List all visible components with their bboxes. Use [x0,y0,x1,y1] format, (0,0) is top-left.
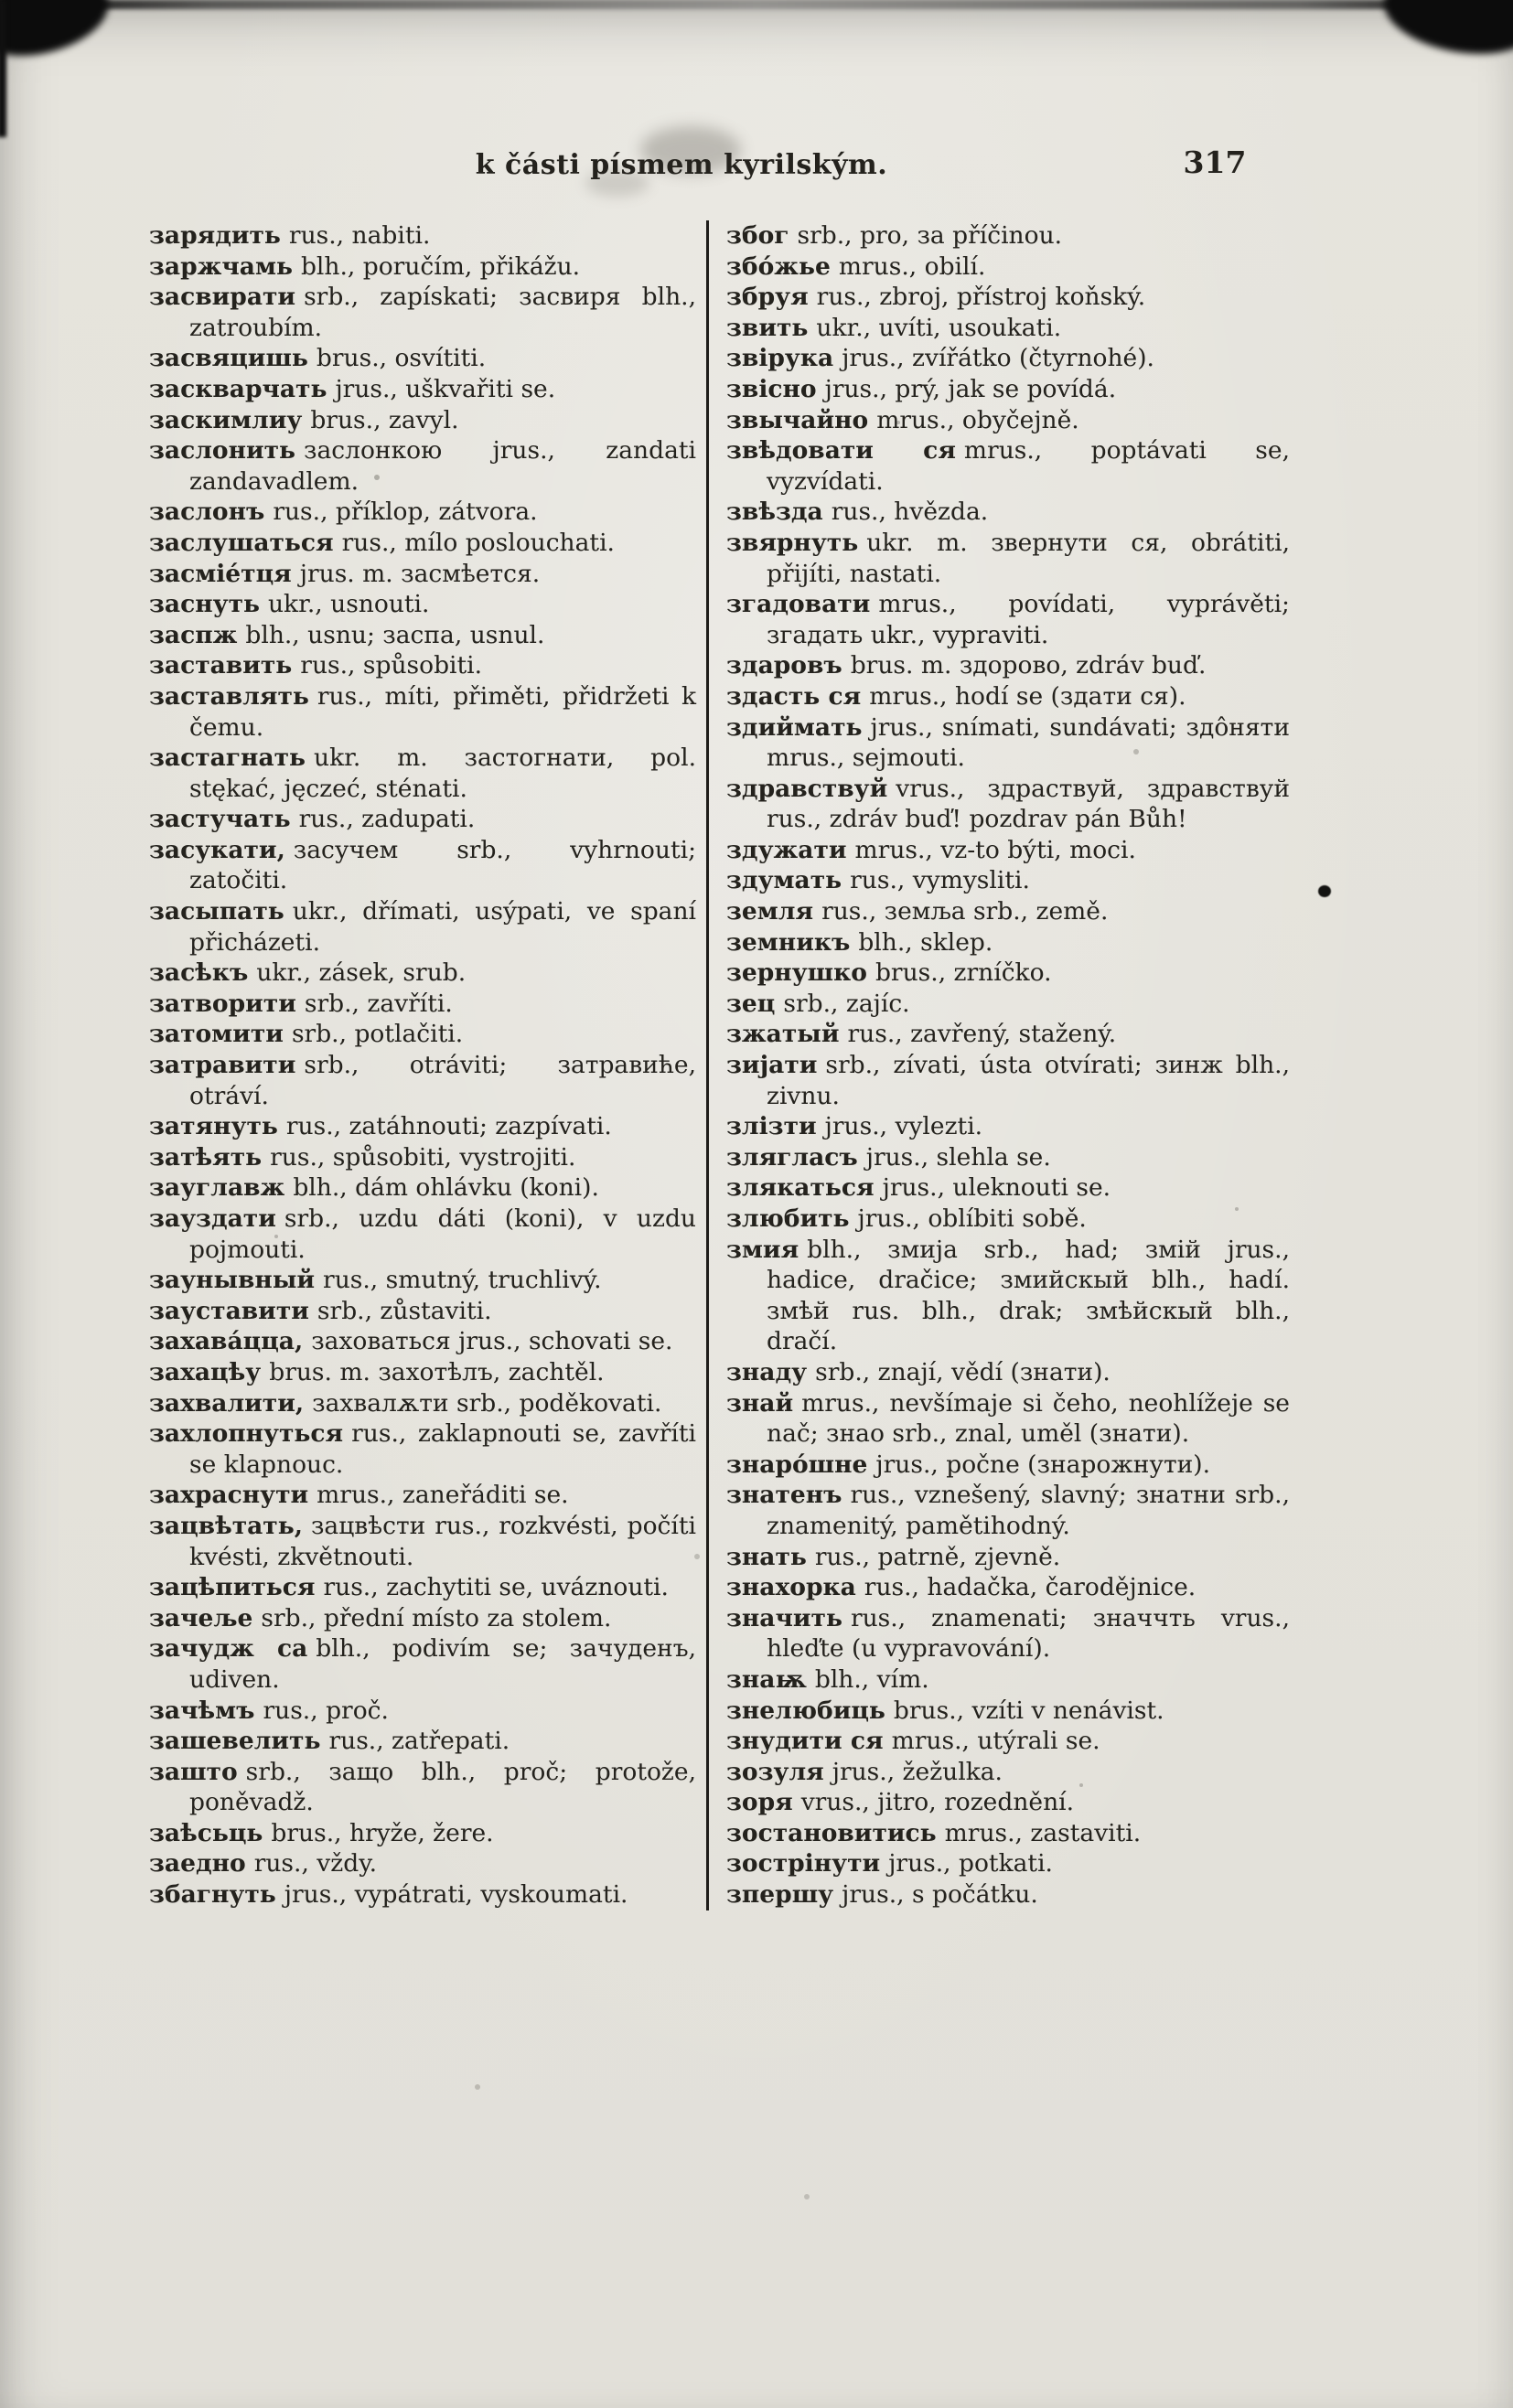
dictionary-entry [149,405,696,436]
dictionary-entry [726,1357,1290,1388]
dictionary-entry [149,1633,696,1695]
dictionary-entry [149,804,696,835]
dictionary-entry [149,1572,696,1603]
entry-headword: звычайно [726,405,869,434]
dictionary-entry [726,835,1290,866]
entry-definition: srb., zívati, ústa otvírati; зинж blh., zivnu. [767,1051,1290,1110]
dictionary-entry [149,282,696,343]
entry-headword: засмiéтця [149,559,292,588]
dictionary-entry [149,1204,696,1265]
right-column [726,220,1290,1910]
entry-headword: знаѭ [726,1664,807,1694]
entry-headword: због [726,221,789,250]
dictionary-entry [149,896,696,958]
entry-headword: застагнать [149,744,306,773]
dictionary-entry [149,1696,696,1727]
entry-definition: jrus., zvířátko (čtyrnohé). [842,344,1154,373]
dictionary-entry [149,1726,696,1757]
entry-definition: ukr., dřímati, usýpati, ve spaní přicházeti. [189,897,696,957]
entry-definition: rus., spůsobiti, vystrojiti. [270,1142,576,1172]
entry-definition: mrus., poptávati se, vyzvídati. [767,436,1290,496]
entry-headword: знаду [726,1357,808,1386]
entry-headword: заскимлиу [149,405,303,434]
entry-headword: зацвѣтать, [149,1511,303,1540]
entry-headword: злякаться [726,1173,875,1203]
entry-headword: звѣзда [726,498,823,527]
dictionary-entry [149,497,696,528]
dictionary-entry [726,252,1290,283]
dictionary-entry [726,1542,1290,1573]
entry-headword: засѣкъ [149,958,249,988]
dictionary-entry [726,1726,1290,1757]
scan-artifact-top-edge [0,0,1513,9]
dictionary-entry [726,1450,1290,1481]
entry-headword: збруя [726,283,809,312]
entry-headword: звить [726,313,809,342]
dictionary-entry [149,1019,696,1050]
entry-headword: засвяцишь [149,344,308,373]
entry-definition: blh., podivím se; зачуденъ, udiven. [189,1634,696,1694]
dictionary-entry [149,620,696,651]
dictionary-entry [726,1879,1290,1910]
entry-headword: засукати, [149,835,285,864]
entry-definition: rus., proč. [263,1696,389,1725]
dictionary-entry [726,1142,1290,1173]
entry-headword: зауглавж [149,1173,285,1203]
entry-definition: заховаться jrus., schovati se. [311,1327,673,1356]
entry-headword: захлопнуться [149,1419,344,1449]
dictionary-entry [149,1326,696,1357]
entry-headword: заставлять [149,681,309,711]
entry-definition: mrus., nevšímaje si čeho, neohlížeje se nač; знао srb., znal, uměl (знати). [767,1388,1290,1449]
dictionary-entry [149,1603,696,1634]
dictionary-entry [726,1572,1290,1603]
dictionary-entry [149,681,696,743]
dictionary-entry [726,958,1290,989]
dictionary-entry [149,743,696,804]
dictionary-columns [149,220,1291,1910]
entry-headword: звѣдовати ся [726,436,956,466]
entry-definition: srb., potlačiti. [291,1020,464,1049]
entry-definition: vrus., здраствуй, здравствуй rus., zdráv buď! pozdrav pán Bůh! [767,774,1290,834]
entry-headword: затѣять [149,1142,263,1172]
dictionary-entry [726,1603,1290,1664]
entry-headword: здужати [726,835,847,864]
entry-definition: blh., usnu; заспа, usnul. [245,620,545,649]
page-number: 317 [1183,144,1247,180]
dictionary-entry [149,1480,696,1511]
dictionary-entry [726,650,1290,681]
entry-definition: rus., mílo poslouchati. [341,528,615,557]
entry-headword: зијати [726,1051,818,1080]
entry-headword: заржчамь [149,252,293,281]
scan-artifact-ink-dot [1318,885,1331,897]
entry-headword: зарядить [149,221,281,250]
entry-headword: затомити [149,1020,284,1049]
entry-definition: vrus., jitro, rozednění. [800,1788,1075,1817]
entry-headword: здумать [726,866,842,895]
entry-definition: rus., hadačka, čarodějnice. [864,1573,1196,1602]
dictionary-entry [726,712,1290,774]
dictionary-entry [726,1388,1290,1450]
entry-headword: здаровъ [726,651,842,680]
dictionary-entry [149,220,696,252]
entry-headword: засыпать [149,897,284,926]
entry-headword: здравствуй [726,774,888,803]
entry-definition: ukr. m. застогнати, pol. stękać, jęczeć, sténati. [189,744,696,803]
entry-headword: зозуля [726,1757,824,1786]
entry-definition: ukr., usnouti. [267,590,430,619]
entry-definition: rus., zatřepati. [328,1727,510,1756]
dictionary-entry [149,1511,696,1572]
dictionary-entry [149,343,696,374]
dictionary-entry [726,1696,1290,1727]
entry-definition: rus., spůsobiti. [300,651,483,680]
dictionary-entry [726,1111,1290,1142]
entry-headword: зернушко [726,958,867,988]
entry-definition: srb., защо blh., proč; protože, poněvadž. [189,1757,696,1817]
entry-definition: srb., pro, за příčinou. [797,221,1063,250]
entry-definition: brus. m. здорово, zdráv buď. [850,651,1207,680]
entry-headword: засвирати [149,283,296,312]
entry-headword: знелюбиць [726,1696,885,1725]
dictionary-entry [726,528,1290,589]
entry-definition: rus., vždy. [253,1849,378,1878]
entry-definition: rus., hvězda. [831,498,989,527]
entry-headword: захацѣу [149,1357,262,1386]
dictionary-entry [149,1265,696,1296]
entry-headword: знарóшне [726,1450,868,1479]
entry-definition: brus., zrníčko. [875,958,1052,988]
dictionary-entry [149,958,696,989]
dictionary-entry [726,681,1290,712]
dictionary-entry [149,1848,696,1879]
entry-definition: blh., dám ohlávku (koni). [293,1173,599,1203]
entry-headword: згадовати [726,590,871,619]
dictionary-entry [726,405,1290,436]
entry-headword: зауздати [149,1204,276,1233]
entry-definition: rus., znamenati; значчть vrus., hleďte (u vypravování). [767,1603,1290,1664]
entry-headword: зашто [149,1757,238,1786]
dictionary-entry [149,559,696,590]
entry-headword: заунывный [149,1266,316,1295]
entry-definition: srb., otráviti; затравиће, otráví. [189,1051,696,1110]
entry-headword: знатенъ [726,1481,842,1510]
entry-definition: rus., zatáhnouti; zazpívati. [285,1112,612,1141]
entry-headword: зачеље [149,1603,253,1632]
entry-definition: mrus., obyčejně. [876,405,1079,434]
entry-headword: здиймать [726,712,863,742]
entry-definition: mrus., hodí se (здати ся). [869,681,1186,711]
entry-definition: jrus., s počátku. [842,1880,1038,1910]
entry-definition: rus., vymysliti. [850,866,1030,895]
dictionary-entry [726,927,1290,958]
entry-headword: здасть ся [726,681,862,711]
entry-headword: зпершу [726,1880,834,1910]
dictionary-entry [149,1418,696,1480]
entry-definition: mrus., zastaviti. [944,1818,1142,1847]
entry-headword: земникъ [726,927,851,957]
entry-headword: змия [726,1235,799,1264]
scan-artifact-left-edge [0,0,6,137]
entry-headword: збагнуть [149,1880,276,1910]
dictionary-entry [149,835,696,896]
entry-definition: mrus., utýrali se. [891,1727,1100,1756]
entry-headword: заскварчать [149,374,327,403]
entry-definition: jrus., potkati. [888,1849,1053,1878]
entry-headword: знахорка [726,1573,856,1602]
entry-headword: заслонъ [149,498,265,527]
dictionary-entry [726,1019,1290,1050]
dictionary-entry [726,435,1290,497]
entry-definition: зацвѣсти rus., rozkvésti, počíti kvésti, zkvětnouti. [189,1511,696,1571]
dictionary-entry [149,1296,696,1327]
entry-definition: jrus., počne (знарожнути). [875,1450,1211,1479]
dictionary-entry [726,865,1290,896]
entry-headword: заслушаться [149,528,334,557]
entry-definition: rus., zaklapnouti se, zavříti se klapnouc. [189,1419,696,1479]
entry-definition: srb., uzdu dáti (koni), v uzdu pojmouti. [189,1204,696,1264]
entry-headword: знать [726,1542,807,1571]
entry-definition: mrus., obilí. [838,252,986,281]
entry-definition: захвалѫти srb., poděkovati. [312,1388,662,1418]
entry-headword: заснуть [149,590,260,619]
entry-definition: jrus., prý, jak se povídá. [824,374,1117,403]
entry-definition: srb., zajíc. [783,989,910,1018]
dictionary-entry [149,528,696,559]
entry-definition: brus., vzíti v nenávist. [893,1696,1164,1725]
entry-headword: застучать [149,805,291,834]
entry-definition: jrus., vypátrati, vyskoumati. [284,1880,628,1910]
column-divider-rule [706,220,709,1910]
entry-definition: jrus., slehla se. [865,1142,1051,1172]
entry-headword: зачудж са [149,1634,308,1664]
dictionary-entry [149,1879,696,1910]
entry-definition: rus., nabiti. [288,221,431,250]
entry-definition: brus. m. захотѣлъ, zachtěl. [269,1357,605,1386]
entry-definition: brus., zavyl. [310,405,459,434]
entry-definition: jrus., vylezti. [824,1112,983,1141]
dictionary-entry [726,1818,1290,1849]
entry-definition: srb., přední místo za stolem. [261,1603,612,1632]
entry-definition: rus., zavřený, stažený. [847,1020,1117,1049]
dictionary-entry [149,1818,696,1849]
dictionary-entry [726,1050,1290,1111]
entry-definition: rus., zbroj, přístroj koňský. [816,283,1146,312]
entry-definition: jrus., uleknouti se. [882,1173,1111,1203]
entry-definition: srb., zapískati; засвиря blh., zatroubím. [189,283,696,342]
entry-definition: ukr. m. звернути ся, obrátiti, přijíti, nastati. [767,528,1290,588]
dictionary-entry [149,1050,696,1111]
dictionary-entry [726,1787,1290,1818]
entry-headword: заѣсьць [149,1818,263,1847]
entry-definition: blh., poručím, přikážu. [300,252,581,281]
scan-artifact-speckles [0,0,4,4]
entry-definition: mrus., zaneřáditi se. [317,1481,569,1510]
dictionary-entry [726,1480,1290,1541]
entry-headword: зауставити [149,1296,309,1325]
entry-definition: blh., vím. [814,1664,929,1694]
dictionary-entry [726,1172,1290,1204]
entry-headword: зацѣпиться [149,1573,316,1602]
entry-definition: ukr., zásek, srub. [256,958,467,988]
entry-headword: звірука [726,344,834,373]
entry-definition: rus., patrně, zjevně. [814,1542,1061,1571]
dictionary-entry [726,220,1290,252]
entry-definition: rus., zachytiti se, uváznouti. [323,1573,669,1602]
entry-headword: звісно [726,374,817,403]
entry-headword: захвалити, [149,1388,305,1418]
dictionary-entry [726,1757,1290,1788]
entry-headword: захраснути [149,1481,309,1510]
entry-definition: засучем srb., vyhrnouti; zatočiti. [189,835,696,895]
page-header-title: k části písmem kyrilským. [475,149,888,181]
entry-headword: зоря [726,1788,793,1817]
dictionary-entry [149,1388,696,1419]
entry-headword: заедно [149,1849,246,1878]
entry-definition: rus., příklop, zátvora. [273,498,538,527]
entry-definition: jrus., oblíbiti sobě. [857,1204,1087,1233]
entry-headword: збóжье [726,252,831,281]
entry-definition: brus., hryže, žere. [271,1818,494,1847]
entry-definition: mrus., povídati, vyprávěti; згадать ukr., vypraviti. [767,590,1290,649]
entry-headword: значить [726,1603,842,1632]
entry-definition: rus., míti, přiměti, přidržeti k čemu. [189,681,696,742]
entry-definition: rus., smutný, truchlivý. [323,1266,602,1295]
dictionary-entry [726,313,1290,344]
entry-definition: mrus., vz-to býti, moci. [854,835,1136,864]
entry-definition: jrus., uškvařiti se. [335,374,556,403]
dictionary-entry [149,1757,696,1818]
dictionary-entry [726,282,1290,313]
entry-headword: зжатый [726,1020,840,1049]
dictionary-entry [149,589,696,620]
entry-headword: злягласъ [726,1142,858,1172]
dictionary-entry [149,374,696,405]
entry-definition: jrus. m. засмѣется. [299,559,541,588]
dictionary-entry [726,1235,1290,1357]
entry-definition: rus., vznešený, slavný; знатни srb., znamenitý, pamětihodný. [767,1481,1290,1540]
entry-definition: jrus., snímati, sundávati; здôняти mrus., sejmouti. [767,712,1290,773]
entry-definition: jrus., žežulka. [832,1757,1003,1786]
entry-headword: заслонить [149,436,296,466]
entry-definition: заслонкою jrus., zandati zandavadlem. [189,436,696,496]
dictionary-entry [149,989,696,1020]
scan-artifact-corner-top-right [1378,0,1513,65]
entry-headword: злізти [726,1112,817,1141]
entry-definition: blh., змија srb., had; змій jrus., hadice, dračice; змийскый blh., hadí. змѣй rus. blh., drak; змѣйскый blh., dračí. [767,1235,1290,1356]
entry-headword: захавáцца, [149,1327,304,1356]
dictionary-entry [726,589,1290,650]
dictionary-entry [149,1357,696,1388]
left-column [149,220,696,1910]
entry-headword: звярнуть [726,528,859,557]
dictionary-entry [726,1848,1290,1879]
entry-definition: srb., znají, vědí (знати). [815,1357,1111,1386]
entry-headword: зец [726,989,776,1018]
dictionary-entry [149,252,696,283]
dictionary-entry [726,343,1290,374]
entry-definition: rus., земља srb., země. [821,897,1109,926]
dictionary-entry [726,374,1290,405]
dictionary-entry [726,1204,1290,1235]
entry-headword: земля [726,897,814,926]
dictionary-entry [726,774,1290,835]
dictionary-entry [726,1664,1290,1696]
dictionary-entry [726,896,1290,927]
entry-definition: ukr., uvíti, usoukati. [816,313,1062,342]
dictionary-entry [149,1111,696,1142]
entry-headword: затворити [149,989,296,1018]
entry-definition: blh., sklep. [858,927,993,957]
entry-headword: затянуть [149,1112,278,1141]
dictionary-entry [726,497,1290,528]
entry-headword: зостановитись [726,1818,937,1847]
entry-headword: зострінути [726,1849,881,1878]
entry-headword: затравити [149,1051,296,1080]
entry-headword: злюбить [726,1204,850,1233]
entry-headword: заставить [149,651,293,680]
entry-headword: знай [726,1388,794,1418]
dictionary-entry [149,1142,696,1173]
dictionary-entry [149,1172,696,1204]
entry-definition: rus., zadupati. [298,805,476,834]
scan-artifact-corner-top-left [0,0,116,69]
entry-headword: знудити ся [726,1727,884,1756]
entry-headword: зачѣмъ [149,1696,255,1725]
entry-definition: srb., zůstaviti. [317,1296,492,1325]
dictionary-entry [726,989,1290,1020]
entry-definition: srb., zavříti. [304,989,453,1018]
entry-headword: заспж [149,620,238,649]
entry-definition: brus., osvítiti. [316,344,487,373]
entry-headword: зашевелить [149,1727,321,1756]
dictionary-entry [149,650,696,681]
dictionary-entry [149,435,696,497]
